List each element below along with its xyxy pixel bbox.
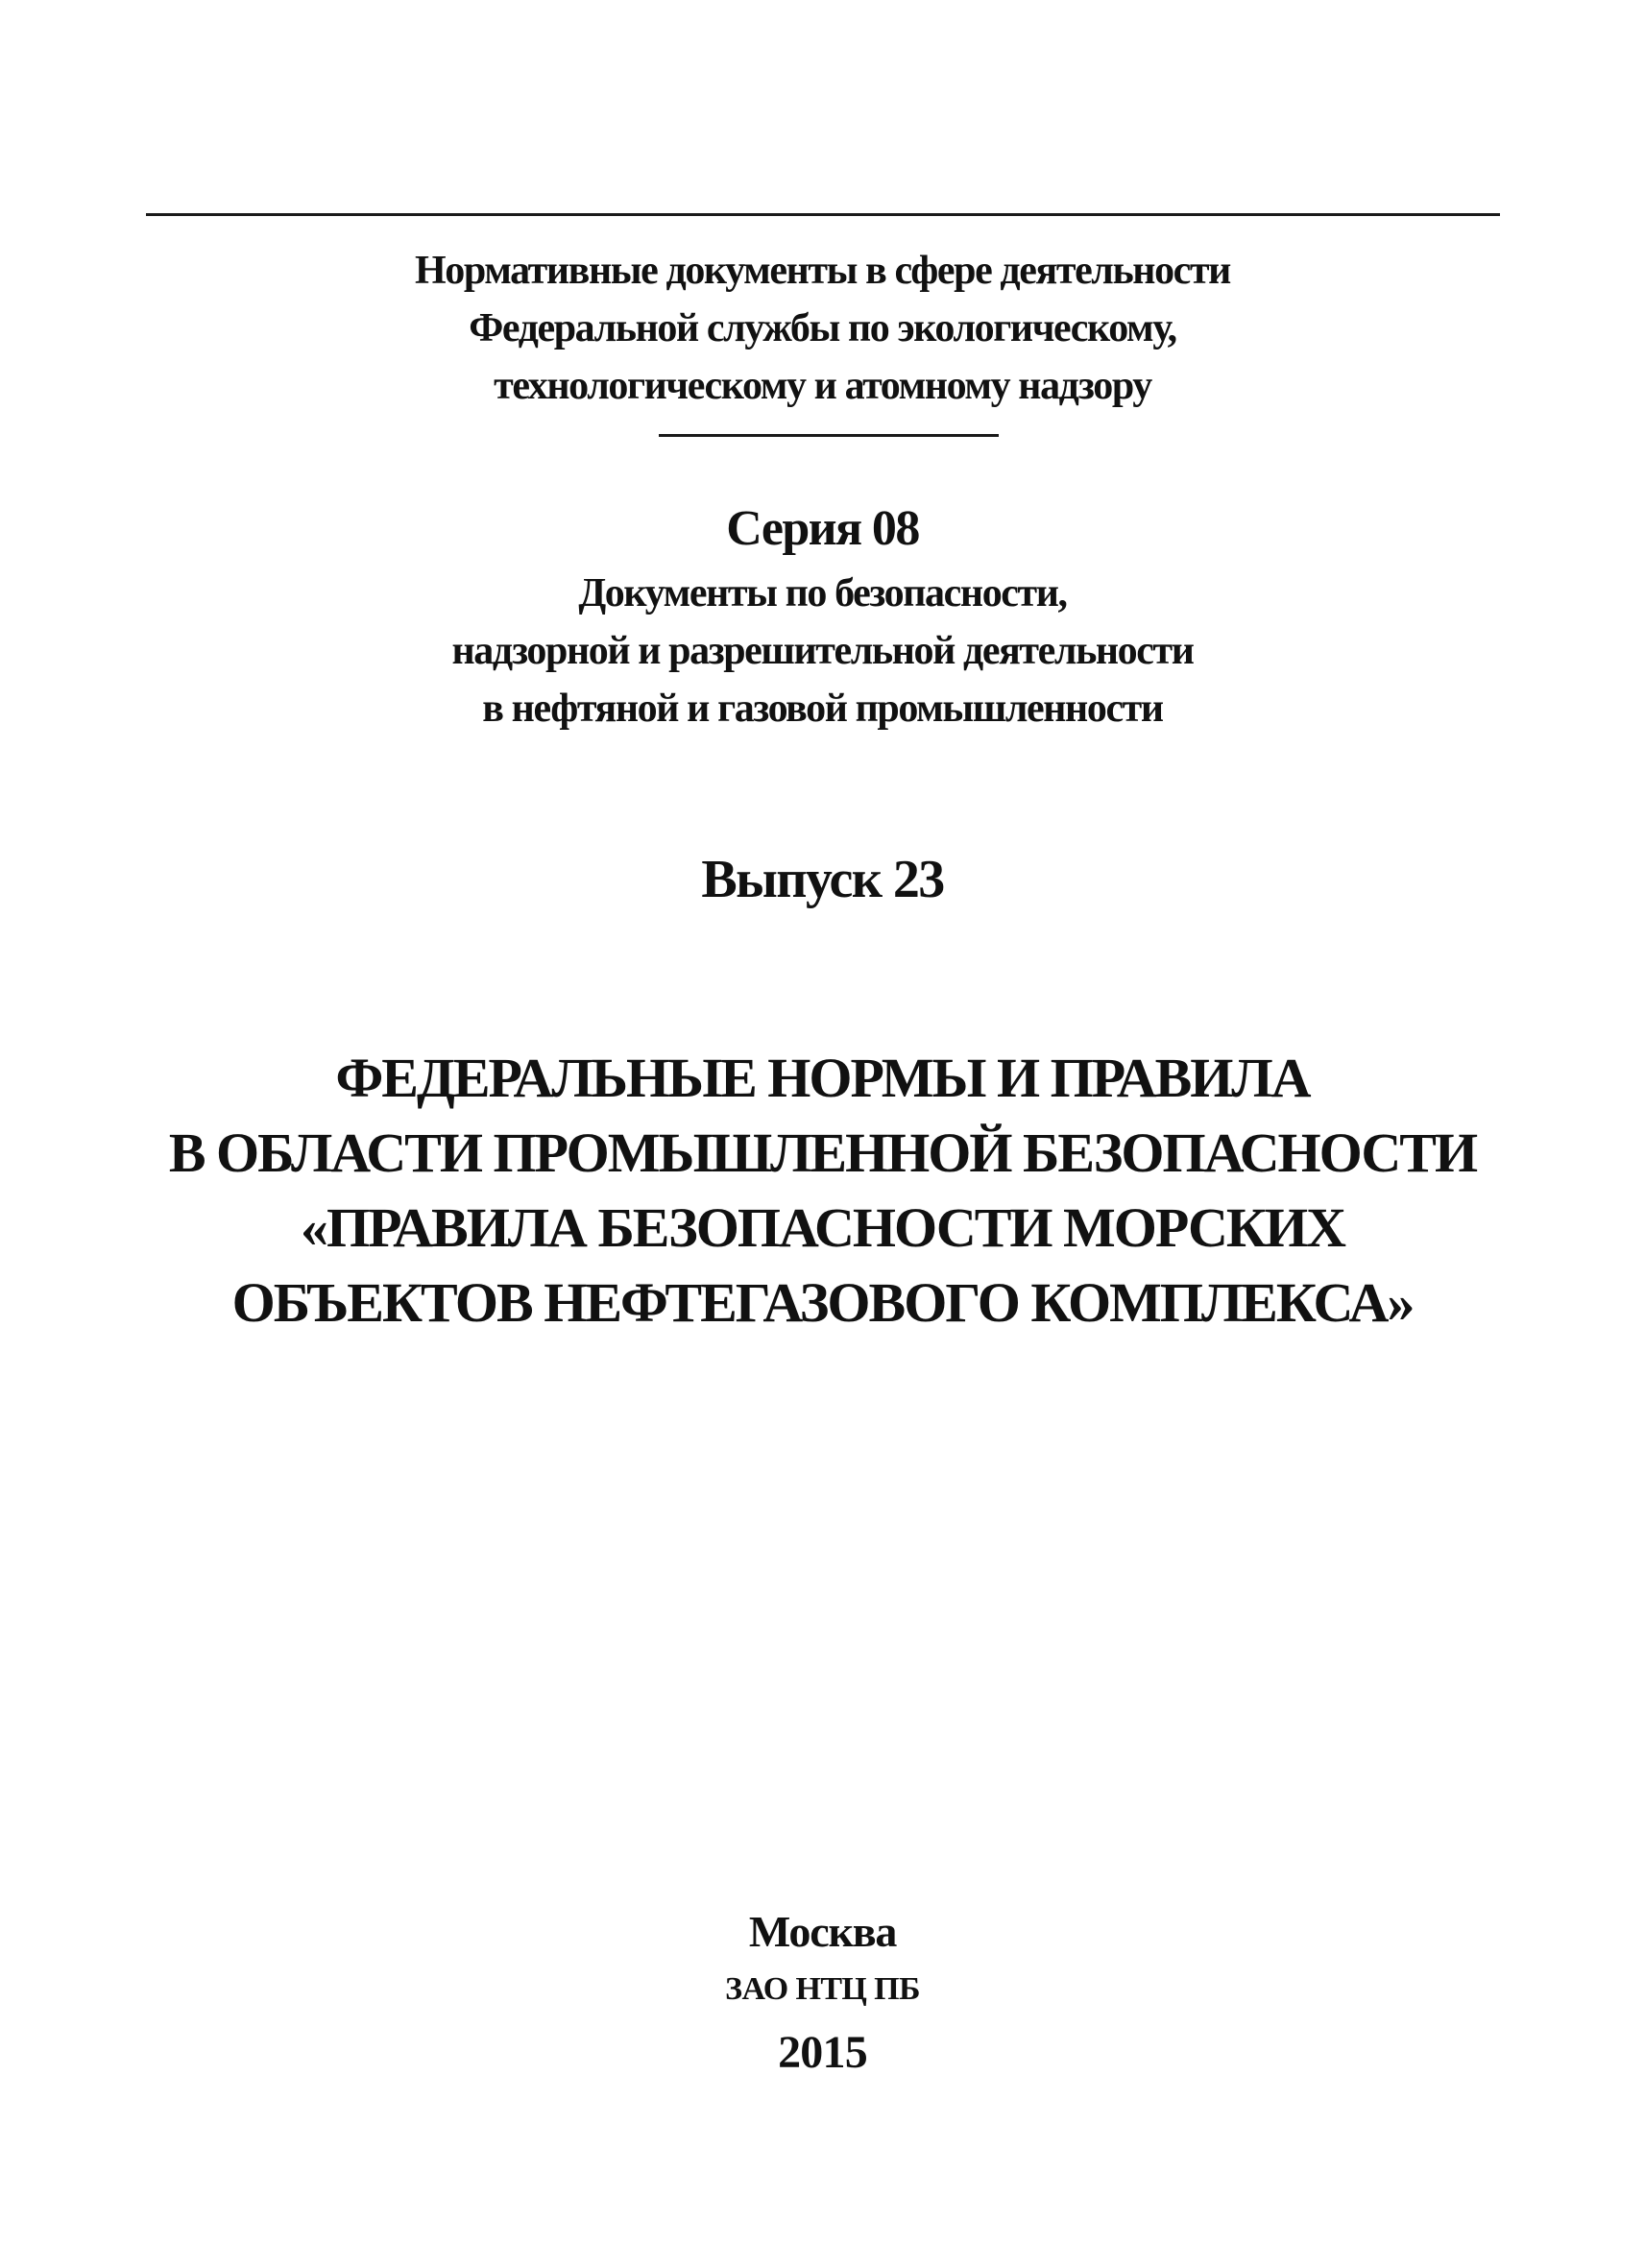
- imprint-block: [0, 1901, 1645, 2089]
- document-title-line-4: ОБЪЕКТОВ НЕФТЕГАЗОВОГО КОМПЛЕКСА»: [231, 1271, 1414, 1334]
- series-description-line-3: в нефтяной и газовой промышленности: [482, 687, 1163, 731]
- top-divider-rule: [146, 213, 1500, 216]
- publication-city: Москва: [748, 1907, 897, 1956]
- header-block: [0, 242, 1645, 415]
- publisher-name: ЗАО НТЦ ПБ: [725, 1971, 920, 2007]
- document-title-line-2: В ОБЛАСТИ ПРОМЫШЛЕННОЙ БЕЗОПАСНОСТИ: [168, 1122, 1477, 1184]
- header-line-1: Нормативные документы в сфере деятельности: [415, 249, 1230, 293]
- header-line-2: Федеральной службы по экологическому,: [469, 306, 1176, 350]
- document-title: [0, 1041, 1645, 1340]
- series-description-line-1: Документы по безопасности,: [578, 571, 1067, 615]
- issue-number: Выпуск 23: [701, 850, 944, 909]
- document-title-line-1: ФЕДЕРАЛЬНЫЕ НОРМЫ И ПРАВИЛА: [335, 1047, 1310, 1109]
- series-description-line-2: надзорной и разрешительной деятельности: [451, 629, 1194, 673]
- header-divider-rule: [659, 434, 999, 437]
- document-title-line-3: «ПРАВИЛА БЕЗОПАСНОСТИ МОРСКИХ: [301, 1196, 1344, 1259]
- series-title: Серия 08: [726, 501, 919, 556]
- publication-year: 2015: [778, 2027, 867, 2078]
- series-description: [0, 565, 1645, 737]
- header-line-3: технологическому и атомному надзору: [494, 364, 1151, 408]
